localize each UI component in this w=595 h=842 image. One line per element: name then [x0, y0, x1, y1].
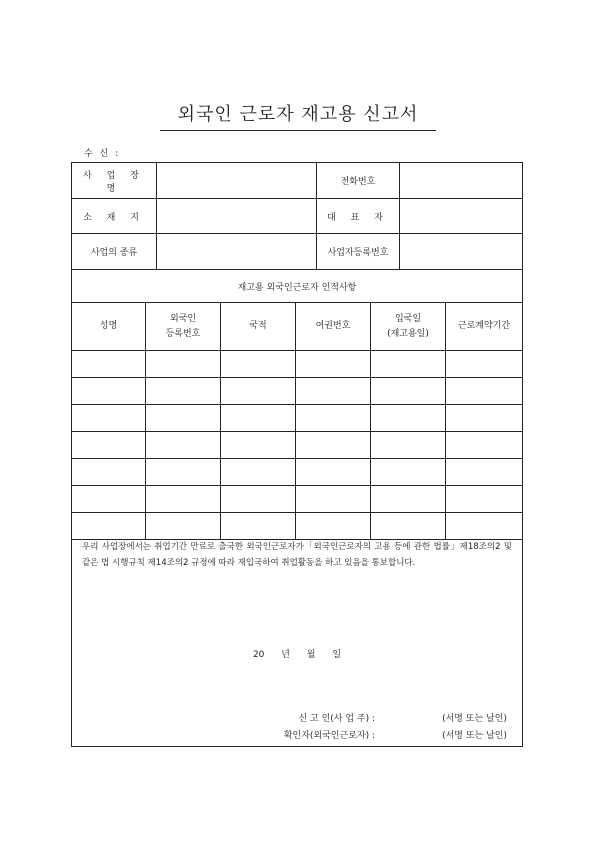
worker-cell[interactable] — [446, 459, 522, 485]
business-type-field[interactable] — [157, 234, 317, 269]
worker-cell[interactable] — [446, 513, 522, 539]
worker-rows — [72, 351, 522, 540]
worker-cell[interactable] — [371, 405, 446, 431]
worker-cell[interactable] — [296, 486, 371, 512]
worker-row — [72, 432, 522, 459]
recipient-label: 수 신 : — [84, 149, 121, 159]
worker-cell[interactable] — [146, 459, 221, 485]
worker-cell[interactable] — [72, 459, 146, 485]
worker-cell[interactable] — [446, 351, 522, 377]
worker-cell[interactable] — [446, 405, 522, 431]
worker-cell[interactable] — [296, 351, 371, 377]
phone-field[interactable] — [400, 163, 522, 198]
representative-field[interactable] — [400, 199, 522, 233]
signature-label: 신 고 인(사 업 주) : — [298, 714, 375, 724]
column-header: 국적 — [221, 303, 296, 350]
worker-cell[interactable] — [221, 378, 296, 404]
worker-cell[interactable] — [371, 486, 446, 512]
worker-cell[interactable] — [296, 432, 371, 458]
phone-label: 전화번호 — [317, 163, 400, 198]
worker-cell[interactable] — [146, 513, 221, 539]
signature-field[interactable]: (서명 또는 날인) — [442, 731, 507, 741]
workplace-row — [72, 163, 522, 199]
worker-row — [72, 513, 522, 540]
worker-cell[interactable] — [221, 459, 296, 485]
worker-cell[interactable] — [296, 513, 371, 539]
worker-cell[interactable] — [146, 351, 221, 377]
worker-cell[interactable] — [371, 432, 446, 458]
worker-cell[interactable] — [146, 378, 221, 404]
representative-label: 대 표 자 — [317, 199, 400, 233]
worker-cell[interactable] — [72, 405, 146, 431]
form-title: 외국인 근로자 재고용 신고서 — [160, 100, 436, 131]
date-line: 20 년 월 일 — [252, 650, 342, 660]
worker-row — [72, 378, 522, 405]
worker-cell[interactable] — [72, 378, 146, 404]
signature-line-employer — [235, 711, 507, 724]
worker-cell[interactable] — [371, 513, 446, 539]
worker-cell[interactable] — [221, 432, 296, 458]
worker-cell[interactable] — [371, 459, 446, 485]
worker-row — [72, 486, 522, 513]
address-row — [72, 199, 522, 234]
worker-cell[interactable] — [72, 513, 146, 539]
column-header: 입국일 (재고용일) — [371, 303, 446, 350]
worker-cell[interactable] — [296, 459, 371, 485]
signature-field[interactable]: (서명 또는 날인) — [442, 714, 507, 724]
worker-section-title: 재고용 외국인근로자 인적사항 — [72, 270, 522, 303]
worker-table-header — [72, 303, 522, 351]
worker-cell[interactable] — [296, 378, 371, 404]
worker-cell[interactable] — [72, 486, 146, 512]
workplace-name-label: 사 업 장 명 — [72, 163, 157, 198]
report-form — [71, 162, 523, 747]
worker-cell[interactable] — [371, 378, 446, 404]
worker-row — [72, 405, 522, 432]
worker-cell[interactable] — [221, 351, 296, 377]
worker-cell[interactable] — [72, 351, 146, 377]
workplace-name-field[interactable] — [157, 163, 317, 198]
worker-cell[interactable] — [221, 486, 296, 512]
worker-cell[interactable] — [146, 405, 221, 431]
business-reg-no-field[interactable] — [400, 234, 522, 269]
worker-cell[interactable] — [446, 378, 522, 404]
statement-text: 우리 사업장에서는 취업기간 만료로 출국한 외국인근로자가「외국인근로자의 고용 등에 관한 법률」제18조의2 및 같은 법 시행규칙 제14조의2 규정에 따라 재입국하여 취업활동을 하고 있음을 통보합니다. — [82, 542, 512, 568]
worker-row — [72, 459, 522, 486]
worker-cell[interactable] — [221, 405, 296, 431]
worker-cell[interactable] — [146, 432, 221, 458]
address-label: 소 재 지 — [72, 199, 157, 233]
worker-cell[interactable] — [296, 405, 371, 431]
worker-cell[interactable] — [72, 432, 146, 458]
worker-cell[interactable] — [146, 486, 221, 512]
worker-row — [72, 351, 522, 378]
worker-cell[interactable] — [221, 513, 296, 539]
column-header: 성명 — [72, 303, 146, 350]
signature-label: 확인자(외국인근로자) : — [283, 731, 375, 741]
signature-line-worker — [235, 728, 507, 741]
worker-cell[interactable] — [446, 432, 522, 458]
column-header: 근로계약기간 — [457, 321, 511, 331]
column-header: 여권번호 — [296, 303, 371, 350]
worker-cell[interactable] — [371, 351, 446, 377]
address-field[interactable] — [157, 199, 317, 233]
business-row — [72, 234, 522, 270]
business-type-label: 사업의 종류 — [72, 234, 157, 269]
business-reg-no-label: 사업자등록번호 — [317, 234, 400, 269]
worker-cell[interactable] — [446, 486, 522, 512]
column-header: 외국인 등록번호 — [146, 303, 221, 350]
